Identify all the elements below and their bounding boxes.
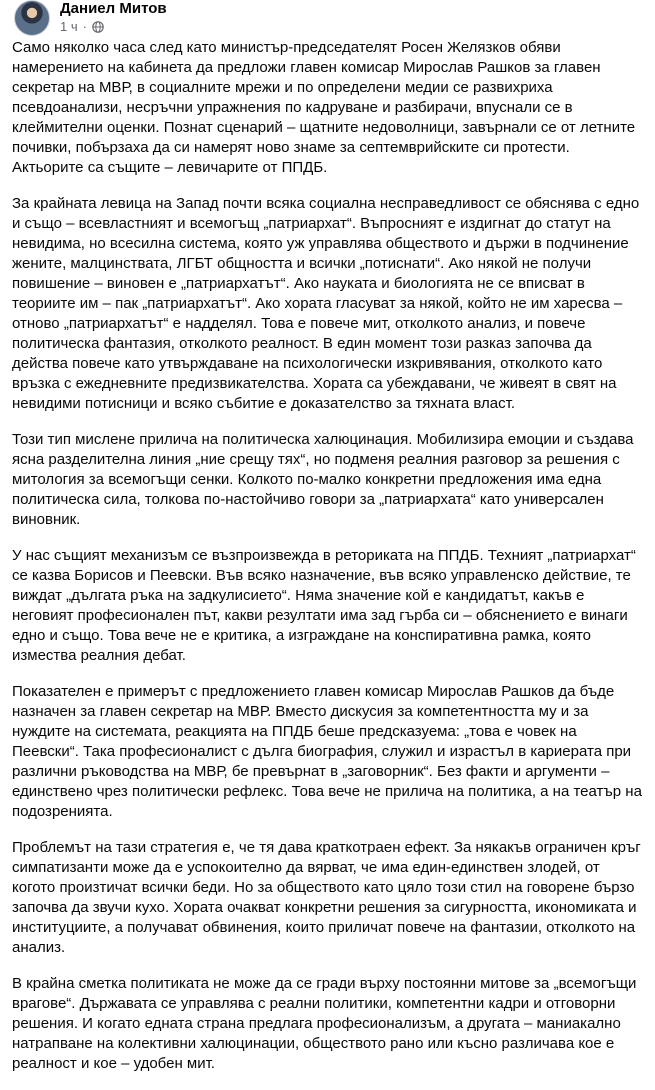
post-paragraph: У нас същият механизъм се възпроизвежда в реториката на ППДБ. Техният „патриархат“ се казва Борисов и Пеевски. Във всяко назначение, във всяко управленско действие, те виждат „дългата ръка на задкулисието“. Няма значение кой е кандидатът, какъв е неговият професионален път, какви резултати има зад гърба си – обяснението е винаги едно и също. Това вече не е критика, а изграждане на конспиративна рамка, която измества реалния дебат. <box>12 547 636 664</box>
post-header <box>14 0 167 38</box>
post-paragraph: Само няколко часа след като министър-председателят Росен Желязков обяви намерението на кабинета да предложи главен комисар Мирослав Рашков за главен секретар на МВР, в социалните мрежи и по определени медии се развихриха псевдоанализи, несръчни упражнения по кадруване и разбирачи, впуснали се в клеймителни оценки. Познат сценарий – щатните недоволници, завърнали се от летните почивки, побързаха да си намерят ново знаме за септемврийските си протести. Актьорите са същите – левичарите от ППДБ. <box>12 39 636 176</box>
post-paragraph: За крайната левица на Запад почти всяка социална несправедливост се обяснява с едно и също – всевластният и всемогъщ „патриархат“. Въпросният е издигнат до статут на невидима, но всесилна система, която уж управлява обществото и държи в подчинение жените, малцинствата, ЛГБТ общността и всички „потиснати“. Ако някой не получи повишение – виновен е „патриархатът“. Ако науката и биологията не се вписват в теориите им – пак „патриархатът“. Ако хората гласуват за някой, който не им харесва – отново „патриархатът“ е надделял. Това е повече мит, отколкото анализ, и повече политическа фантазия, отколкото реалност. В един момент този разказ започва да действа повече като утвърждаване на психологически изкривявания, отколкото като връзка с ежедневните предизвикателства. Хората са убеждавани, че живеят в свят на невидими потисници и всяко събитие е доказателство за тяхната власт. <box>12 195 640 412</box>
author-name[interactable]: Даниел Митов <box>60 0 167 17</box>
author-avatar[interactable] <box>14 0 50 36</box>
separator-dot: · <box>82 19 87 34</box>
globe-icon <box>92 21 104 33</box>
post-paragraph: Показателен е примерът с предложението главен комисар Мирослав Рашков да бъде назначен за главен секретар на МВР. Вместо дискусия за компетентността му и за нуждите на системата, реакцията на ППДБ беше предсказуема: „това е човек на Пеевски“. Така професионалист с дълга биография, служил и израстъл в кариерата при различни ръководства на МВР, бе превърнат в „заговорник“. Без факти и аргументи – единствено чрез политически рефлекс. Това вече не прилича на политика, а на театър на подозренията. <box>12 683 642 820</box>
post-timestamp[interactable]: 1 ч <box>60 19 78 34</box>
post-paragraph: В крайна сметка политиката не може да се гради върху постоянни митове за „всемогъщи врагове“. Държавата се управлява с реални политики, компетентни кадри и отговорни решения. И когато едната страна предлага професионализъм, а другата – маниакално натрапване на колективни халюцинации, обществото рано или късно различава кое е реалност и кое – удобен мит. <box>12 975 637 1072</box>
post-meta <box>60 0 167 35</box>
post-body <box>12 38 642 1090</box>
post-subline <box>60 19 167 35</box>
post-paragraph: Проблемът на тази стратегия е, че тя дава краткотраен ефект. За някакъв ограничен кръг симпатизанти може да е успокоително да вярват, че има един-единствен злодей, от когото произтичат всички беди. Но за обществото като цяло този стил на говорене бързо започва да звучи кухо. Хората очакват конкретни решения за сигурността, икономиката и институциите, а получават обвинения, които приличат повече на фантазии, отколкото на анализ. <box>12 839 641 956</box>
post-paragraph: Този тип мислене прилича на политическа халюцинация. Мобилизира емоции и създава ясна разделителна линия „ние срещу тях“, но подменя реалния разговор за решения с митология за всемогъщи сенки. Колкото по-малко конкретни предложения има една политическа сила, толкова по-настойчиво говори за „патриархата“ като универсален виновник. <box>12 431 634 528</box>
